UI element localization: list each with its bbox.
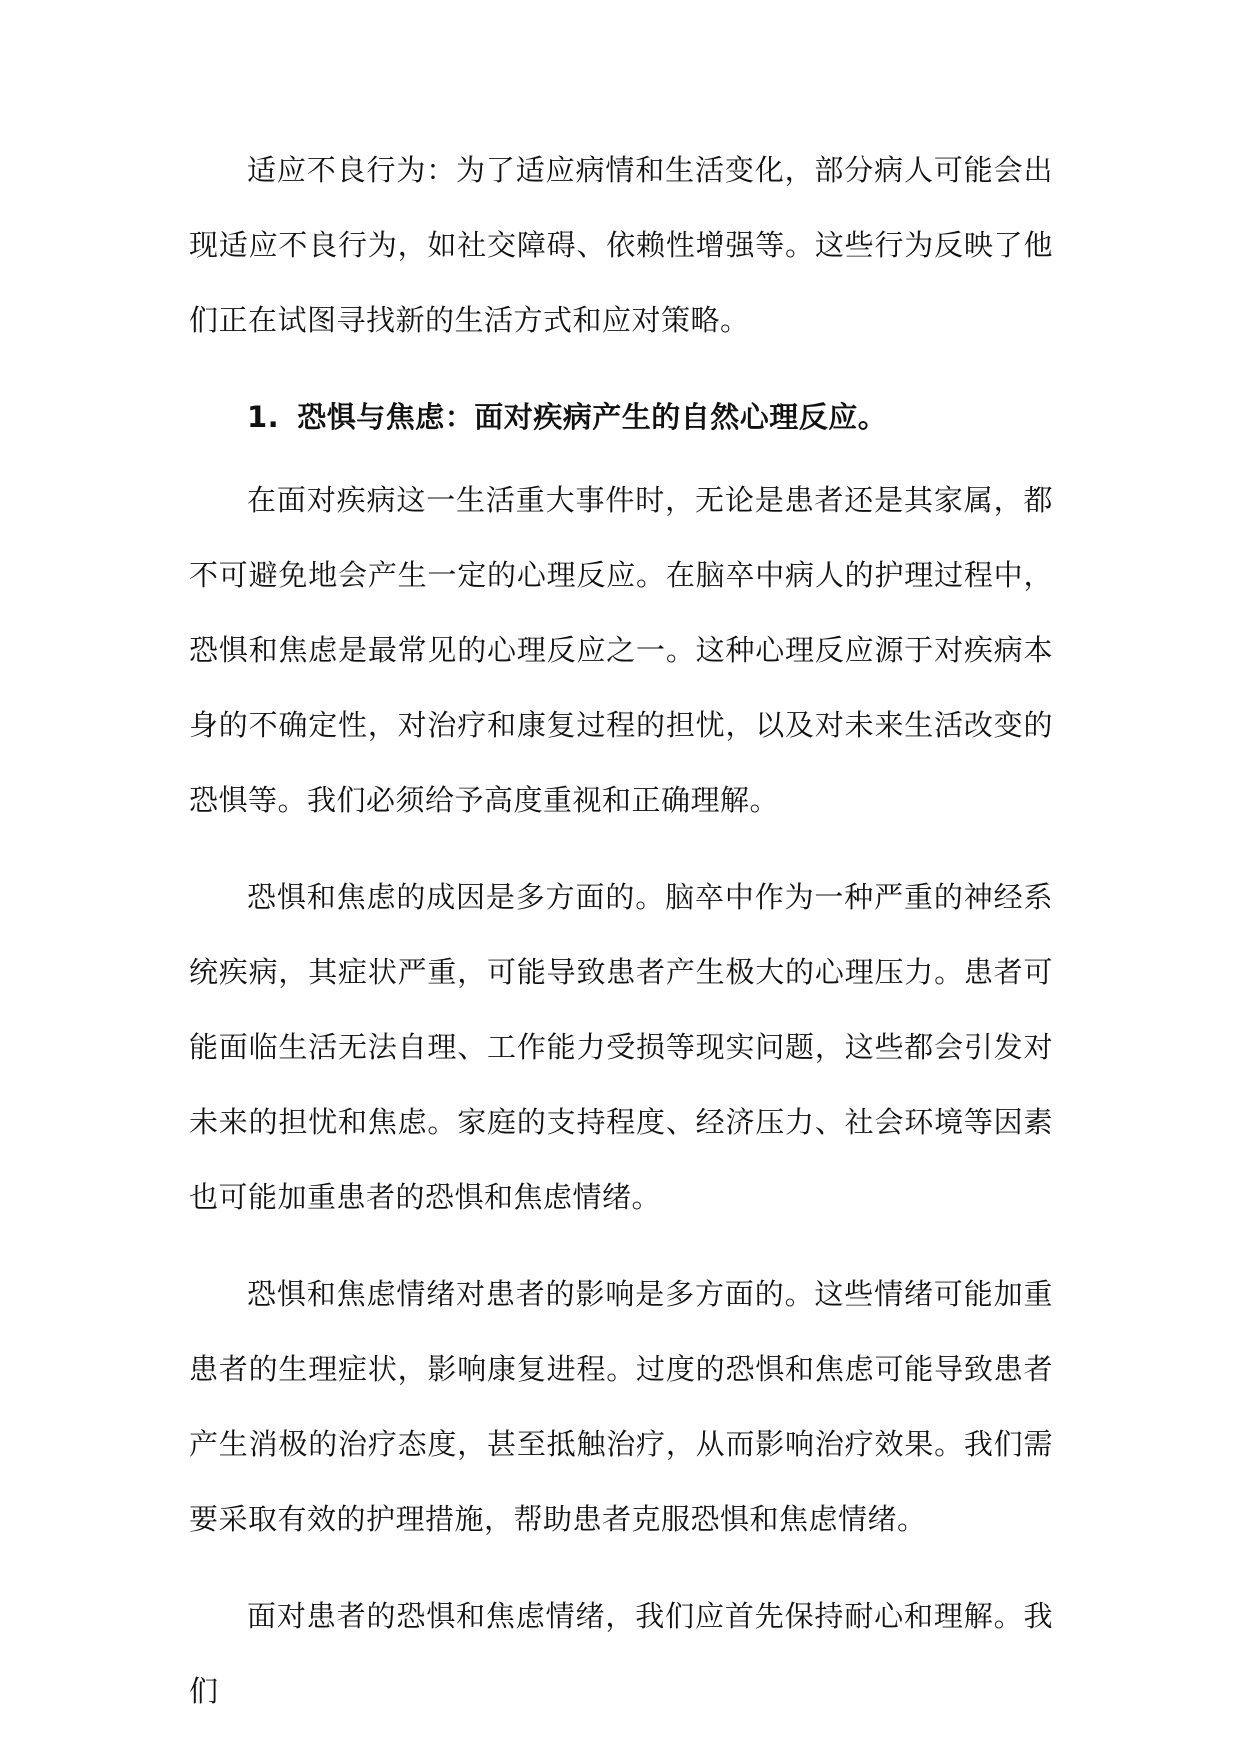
section-heading — [189, 380, 1053, 455]
intro-paragraph: 适应不良行为：为了适应病情和生活变化，部分病人可能会出现适应不良行为，如社交障碍、依赖性增强等。这些行为反映了他们正在试图寻找新的生活方式和应对策略。 — [189, 153, 1053, 337]
document-page — [189, 133, 1053, 1751]
section-title: 恐惧与焦虑：面对疾病产生的自然心理反应。 — [297, 400, 888, 434]
body-paragraph-1: 在面对疾病这一生活重大事件时，无论是患者还是其家属，都不可避免地会产生一定的心理反应。在脑卒中病人的护理过程中，恐惧和焦虑是最常见的心理反应之一。这种心理反应源于对疾病本身的不确定性，对治疗和康复过程的担忧，以及对未来生活改变的恐惧等。我们必须给予高度重视和正确理解。 — [189, 483, 1053, 817]
section-number: 1. — [247, 400, 280, 434]
body-paragraph-4: 面对患者的恐惧和焦虑情绪，我们应首先保持耐心和理解。我们 — [189, 1599, 1053, 1708]
body-paragraph-3: 恐惧和焦虑情绪对患者的影响是多方面的。这些情绪可能加重患者的生理症状，影响康复进程。过度的恐惧和焦虑可能导致患者产生消极的治疗态度，甚至抵触治疗，从而影响治疗效果。我们需要采取有效的护理措施，帮助患者克服恐惧和焦虑情绪。 — [189, 1277, 1053, 1536]
body-paragraph-2: 恐惧和焦虑的成因是多方面的。脑卒中作为一种严重的神经系统疾病，其症状严重，可能导致患者产生极大的心理压力。患者可能面临生活无法自理、工作能力受损等现实问题，这些都会引发对未来的担忧和焦虑。家庭的支持程度、经济压力、社会环境等因素也可能加重患者的恐惧和焦虑情绪。 — [189, 880, 1053, 1214]
